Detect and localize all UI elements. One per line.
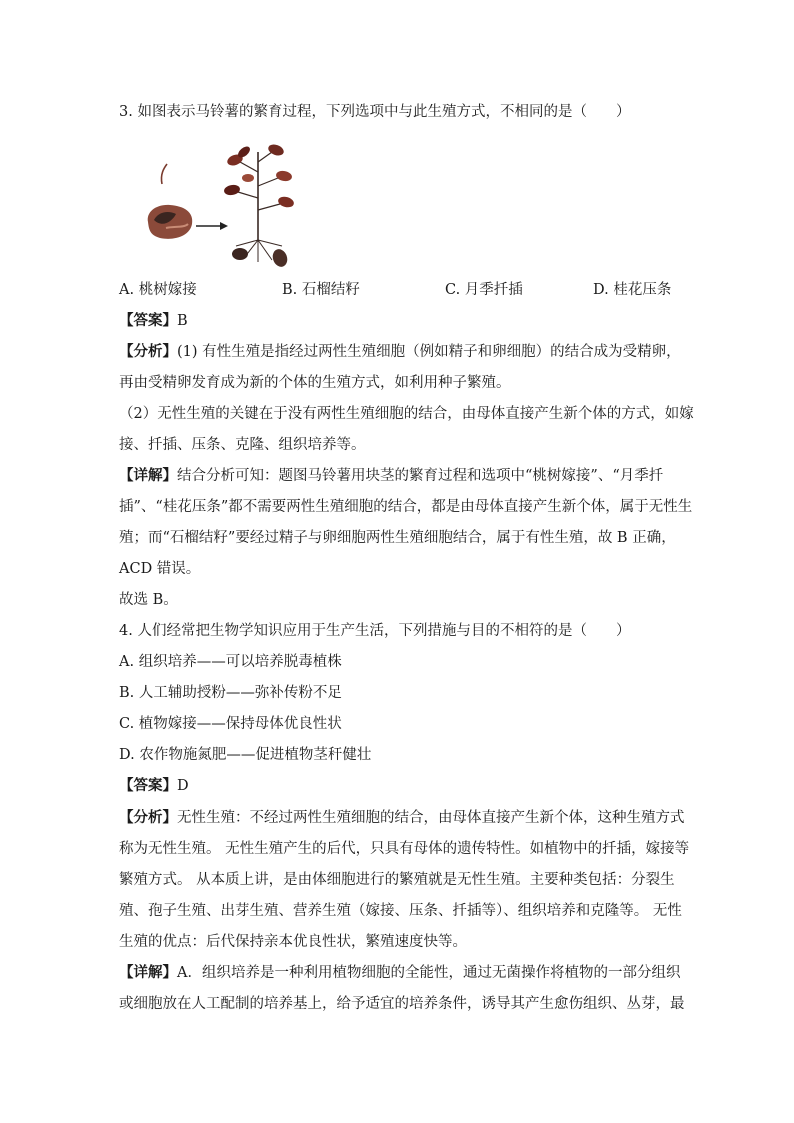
analysis-tag: 【分析】 bbox=[119, 343, 177, 360]
q3-detail-line: 【详解】结合分析可知：题图马铃薯用块茎的繁育过程和选项中“桃树嫁接”、“月季扦 bbox=[119, 467, 664, 484]
q3-stem: 3. 如图表示马铃薯的繁育过程，下列选项中与此生殖方式，不相同的是（ ） bbox=[119, 104, 631, 120]
q4-analysis-line: 称为无性生殖。 无性生殖产生的后代，只具有母体的遗传特性。如植物中的扦插，嫁接等 bbox=[119, 841, 690, 857]
q3-option-d: D. 桂花压条 bbox=[593, 282, 672, 298]
q3-analysis-line: 再由受精卵发育成为新的个体的生殖方式，如利用种子繁殖。 bbox=[119, 375, 511, 391]
q4-option-d: D. 农作物施氮肥——促进植物茎秆健壮 bbox=[119, 747, 372, 763]
q4-analysis-line: 【分析】无性生殖：不经过两性生殖细胞的结合，由母体直接产生新个体，这种生殖方式 bbox=[119, 809, 685, 826]
q4-analysis-line: 生殖的优点：后代保持亲本优良性状，繁殖速度快等。 bbox=[119, 934, 467, 950]
answer-tag: 【答案】 bbox=[119, 312, 177, 329]
q3-option-a: A. 桃树嫁接 bbox=[119, 282, 197, 298]
q3-analysis-line: （2）无性生殖的关键在于没有两性生殖细胞的结合，由母体直接产生新个体的方式，如嫁 bbox=[119, 406, 694, 422]
q3-detail-line: 殖；而“石榴结籽”要经过精子与卵细胞两性生殖细胞结合，属于有性生殖，故 B 正确， bbox=[119, 530, 676, 546]
q3-detail-line: 插”、“桂花压条”都不需要两性生殖细胞的结合，都是由母体直接产生新个体，属于无性生 bbox=[119, 499, 693, 515]
analysis-tag: 【分析】 bbox=[119, 809, 177, 826]
detail-tag: 【详解】 bbox=[119, 964, 177, 981]
q3-analysis-line: 接、扦插、压条、克隆、组织培养等。 bbox=[119, 437, 366, 453]
q4-option-b: B. 人工辅助授粉——弥补传粉不足 bbox=[119, 685, 342, 701]
arrow-right-icon bbox=[196, 222, 228, 230]
q4-stem: 4. 人们经常把生物学知识应用于生产生活，下列措施与目的不相符的是（ ） bbox=[119, 623, 631, 639]
q4-detail-line: 或细胞放在人工配制的培养基上，给予适宜的培养条件，诱导其产生愈伤组织、丛芽，最 bbox=[119, 996, 685, 1012]
potato-propagation-figure bbox=[140, 142, 300, 270]
detail-tag: 【详解】 bbox=[119, 467, 177, 484]
q4-analysis-line: 繁殖方式。 从本质上讲，是由体细胞进行的繁殖就是无性生殖。主要种类包括：分裂生 bbox=[119, 872, 675, 888]
potato-plant-icon bbox=[223, 143, 295, 269]
answer-value: B bbox=[177, 313, 188, 329]
q3-option-b: B. 石榴结籽 bbox=[282, 282, 360, 298]
q4-answer bbox=[119, 776, 679, 796]
q4-detail-line: 【详解】A．组织培养是一种利用植物细胞的全能性，通过无菌操作将植物的一部分组织 bbox=[119, 964, 681, 981]
q4-analysis-line: 殖、孢子生殖、出芽生殖、营养生殖（嫁接、压条、扦插等）、组织培养和克隆等。 无性 bbox=[119, 903, 682, 919]
answer-value: D bbox=[177, 778, 189, 794]
q3-conclusion: 故选 B。 bbox=[119, 592, 178, 608]
q3-detail-line: ACD 错误。 bbox=[119, 561, 201, 577]
answer-tag: 【答案】 bbox=[119, 777, 177, 794]
q3-option-c: C. 月季扦插 bbox=[445, 282, 523, 298]
potato-block-icon bbox=[148, 164, 193, 239]
q4-option-c: C. 植物嫁接——保持母体优良性状 bbox=[119, 716, 342, 732]
q3-answer bbox=[119, 311, 679, 331]
q3-analysis-line: 【分析】(1) 有性生殖是指经过两性生殖细胞（例如精子和卵细胞）的结合成为受精卵， bbox=[119, 343, 681, 360]
q4-option-a: A. 组织培养——可以培养脱毒植株 bbox=[119, 654, 342, 670]
